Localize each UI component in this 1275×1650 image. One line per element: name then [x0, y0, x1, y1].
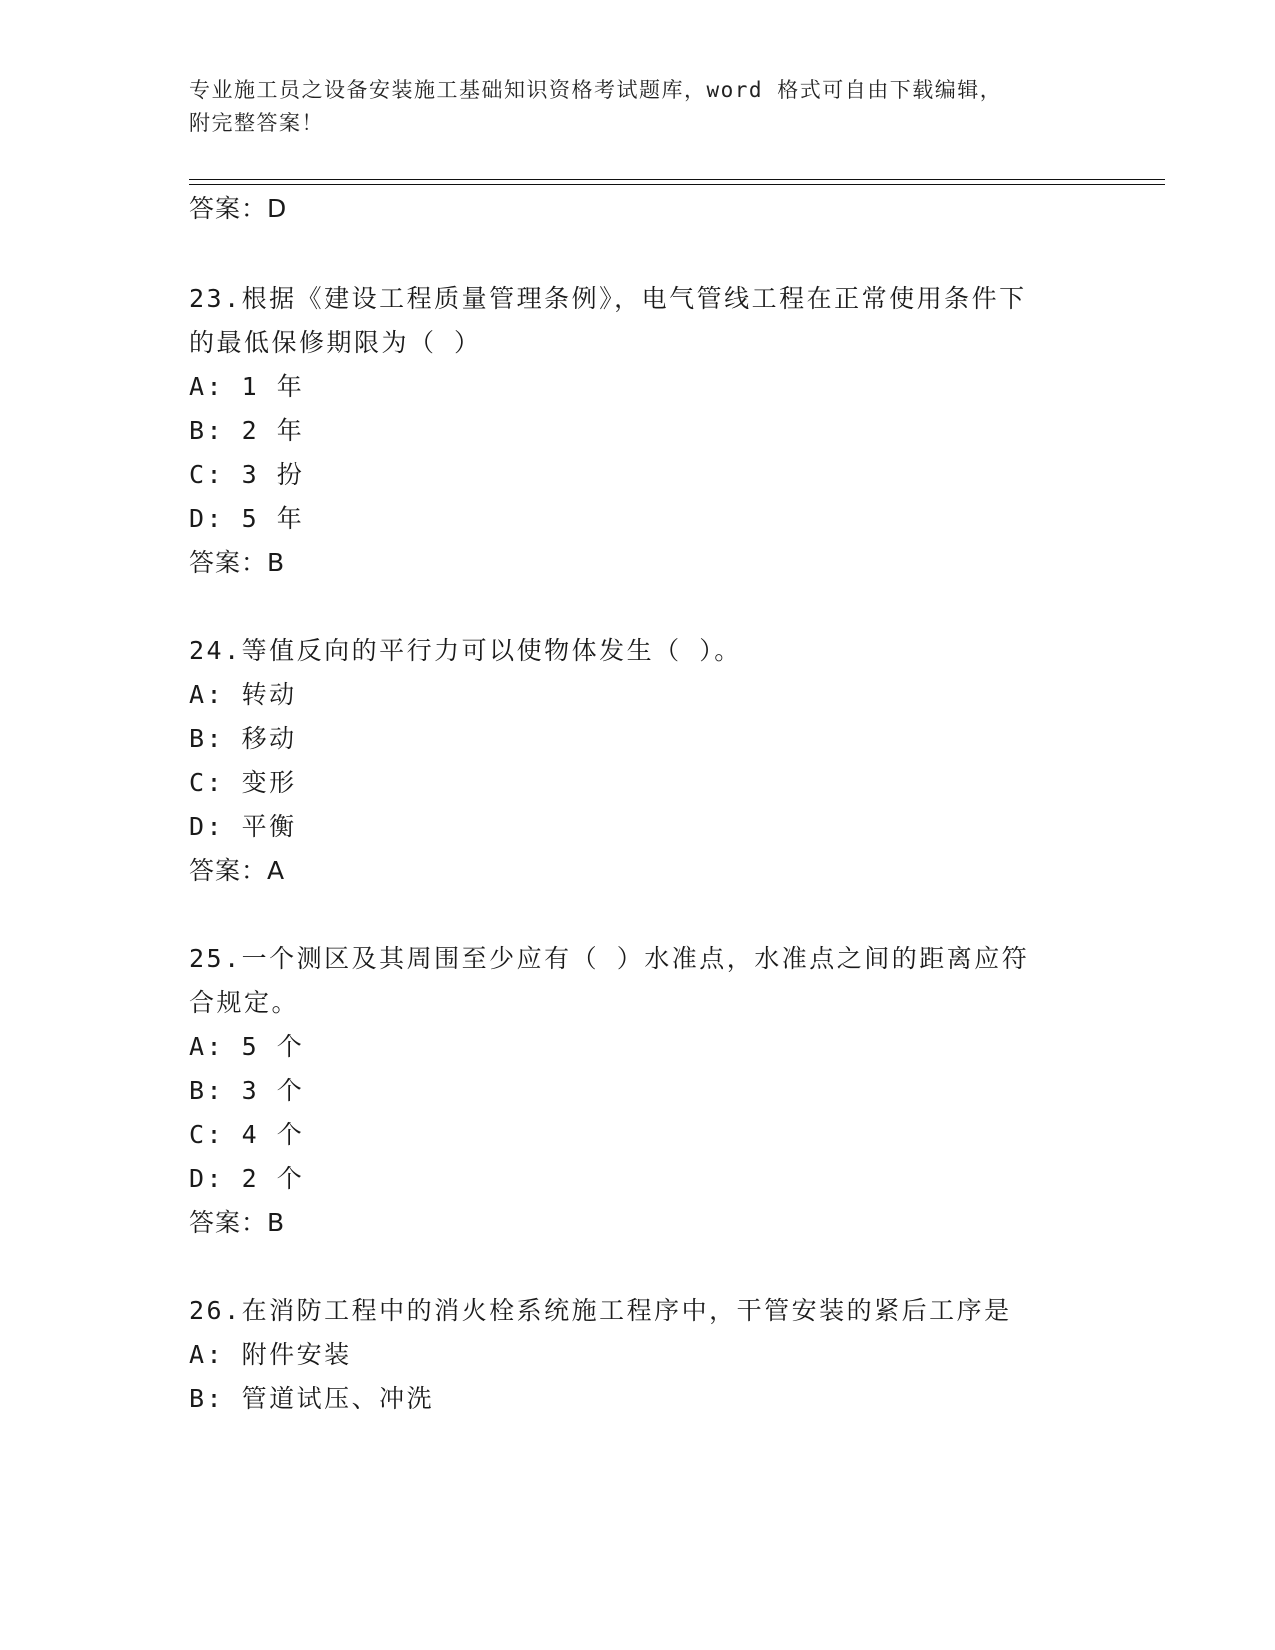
- option-b: B: 3 个: [189, 1076, 305, 1105]
- answer-line: 答案：B: [189, 1208, 286, 1237]
- option-b: B: 移动: [189, 724, 297, 753]
- option-a: A: 5 个: [189, 1032, 305, 1061]
- option-b: B: 管道试压、冲洗: [189, 1384, 435, 1413]
- answer-line: 答案：A: [189, 856, 286, 885]
- option-a: A: 附件安装: [189, 1340, 352, 1369]
- question-stem: 23.根据《建设工程质量管理条例》，电气管线工程在正常使用条件下: [189, 284, 1027, 313]
- option-d: D: 平衡: [189, 812, 297, 841]
- header-line-2: 附完整答案！: [189, 111, 324, 135]
- answer-line: 答案：B: [189, 548, 286, 577]
- option-b: B: 2 年: [189, 416, 305, 445]
- option-a: A: 转动: [189, 680, 297, 709]
- option-d: D: 2 个: [189, 1164, 305, 1193]
- option-d: D: 5 年: [189, 504, 305, 533]
- option-c: C: 4 个: [189, 1120, 305, 1149]
- option-c: C: 变形: [189, 768, 297, 797]
- answer-line: 答案：D: [189, 194, 288, 223]
- question-stem: 合规定。: [189, 988, 300, 1017]
- header-rule-bottom: [189, 184, 1165, 185]
- question-stem: 25.一个测区及其周围至少应有（ ）水准点，水准点之间的距离应符: [189, 944, 1030, 973]
- header-rule-top: [189, 179, 1165, 180]
- question-stem: 的最低保修期限为（ ）: [189, 328, 482, 357]
- option-c: C: 3 扮: [189, 460, 305, 489]
- header-line-1: 专业施工员之设备安装施工基础知识资格考试题库，word 格式可自由下载编辑，: [189, 78, 1003, 102]
- question-stem: 26.在消防工程中的消火栓系统施工程序中，干管安装的紧后工序是: [189, 1296, 1012, 1325]
- document-header: [189, 74, 1089, 140]
- question-stem: 24.等值反向的平行力可以使物体发生（ ）。: [189, 636, 742, 665]
- option-a: A: 1 年: [189, 372, 305, 401]
